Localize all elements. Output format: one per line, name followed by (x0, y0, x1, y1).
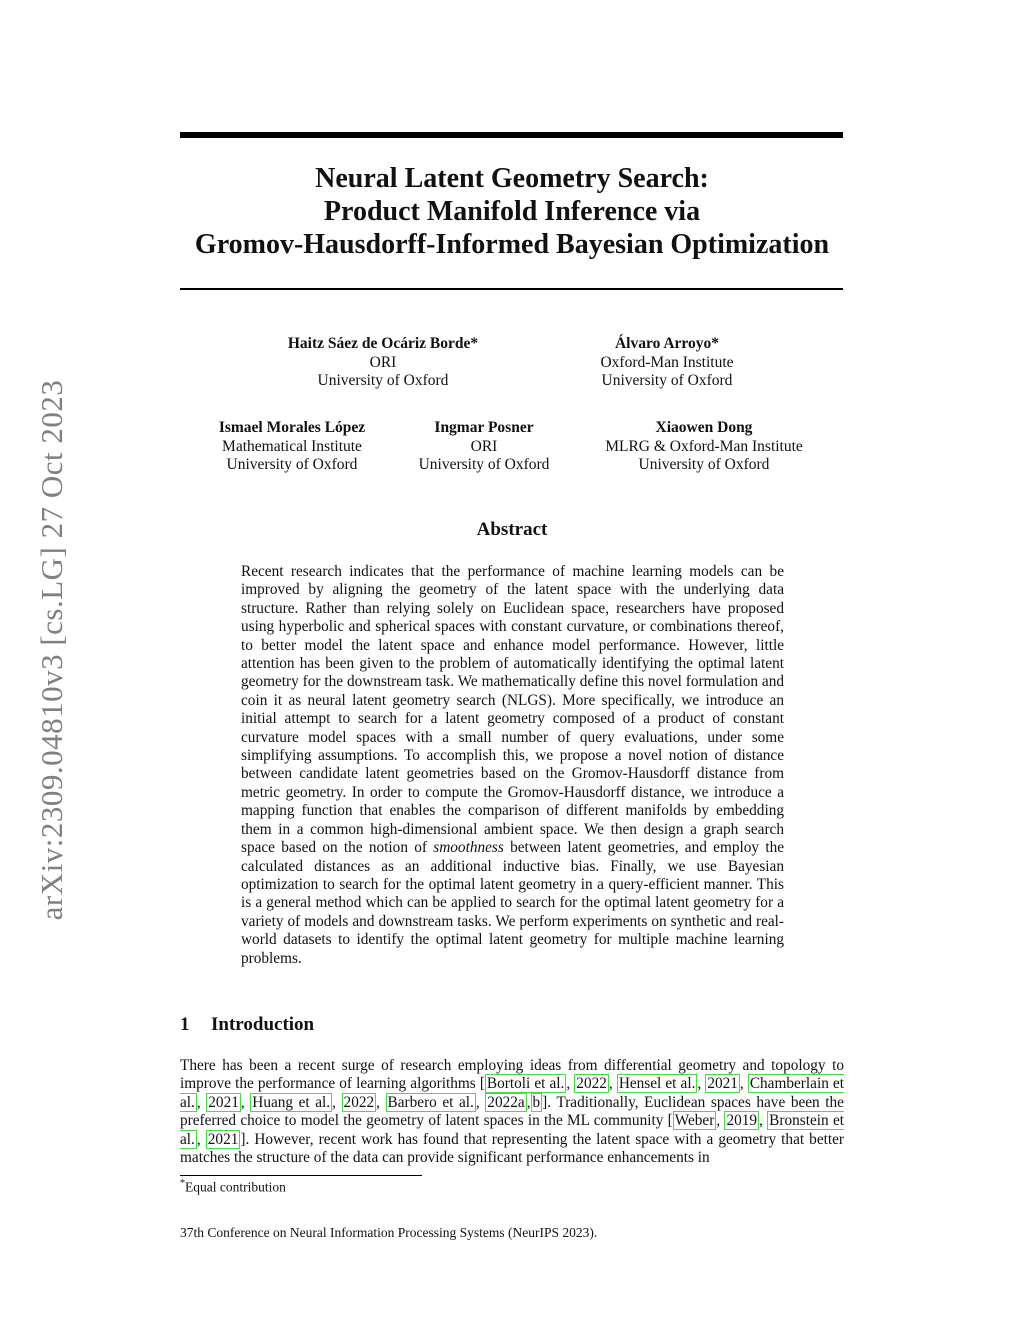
citation-separator: , (240, 1093, 251, 1111)
author-affiliation: University of Oxford (601, 372, 733, 389)
citation-link[interactable]: Bortoli et al. (486, 1075, 565, 1093)
footnote (180, 1178, 286, 1196)
section-heading (180, 1014, 314, 1036)
author-affiliation: ORI (470, 437, 498, 455)
footnote-mark: * (180, 1178, 185, 1189)
title-line-2: Product Manifold Inference via (323, 196, 701, 227)
author-affiliation: ORI (369, 353, 397, 371)
introduction-paragraph (180, 1057, 844, 1167)
citation-separator: , (196, 1130, 206, 1148)
author-name: Ingmar Posner (434, 419, 534, 436)
citation-link[interactable]: Hensel et al. (618, 1075, 696, 1093)
paper-title (150, 162, 874, 261)
citation-separator: , (759, 1112, 768, 1130)
citation-separator: , (566, 1075, 575, 1093)
author-affiliation: University of Oxford (418, 456, 550, 473)
section-title: Introduction (211, 1014, 315, 1035)
citation-separator: , (608, 1075, 617, 1093)
citation-separator: , (376, 1093, 386, 1111)
arxiv-identifier: arXiv:2309.04810v3 [cs.LG] 27 Oct 2023 (34, 379, 69, 921)
citation-link[interactable]: Bronstein et al. (180, 1112, 844, 1148)
author-affiliation: University of Oxford (317, 372, 449, 389)
abstract-emphasis: smoothness (433, 839, 504, 857)
author-block (600, 335, 733, 391)
author-name: Xiaowen Dong (655, 419, 753, 436)
author-affiliation: University of Oxford (638, 456, 770, 473)
author-name: Álvaro Arroyo* (614, 335, 720, 352)
citation-link[interactable]: 2022 (343, 1093, 375, 1111)
citation-link[interactable]: 2022 (576, 1075, 607, 1093)
citation-separator: , (332, 1093, 342, 1111)
citation-separator: , (526, 1093, 531, 1111)
citation-link[interactable]: Chamberlain et al. (180, 1075, 844, 1111)
author-block (288, 335, 478, 391)
abstract-heading: Abstract (476, 519, 548, 540)
body-text: ]. However, recent work has found that representing the latent space with a geometry that better matches the structure of the data can provide significant performance enhancements in (180, 1130, 844, 1167)
author-affiliation: MLRG & Oxford-Man Institute (605, 437, 803, 455)
citation-separator: , (697, 1075, 706, 1093)
author-affiliation: University of Oxford (226, 456, 358, 473)
title-bottom-rule (180, 288, 843, 290)
citation-link[interactable]: b (532, 1093, 541, 1111)
author-name: Haitz Sáez de Ocáriz Borde* (287, 335, 479, 352)
author-block (605, 419, 803, 475)
citation-link[interactable]: 2021 (707, 1075, 738, 1093)
title-line-3: Gromov-Hausdorff-Informed Bayesian Optimization (194, 229, 830, 260)
title-line-1: Neural Latent Geometry Search: (315, 163, 709, 194)
title-top-rule (180, 132, 843, 138)
citation-link[interactable]: Huang et al. (252, 1093, 331, 1111)
author-block (419, 419, 550, 475)
citation-separator: , (196, 1093, 207, 1111)
body-text: ]. Traditionally, Euclidean spaces have been the preferred choice to model the geometry of latent spaces in the ML community [ (180, 1093, 844, 1130)
citation-link[interactable]: 2021 (208, 1093, 239, 1111)
abstract-text: between latent geometries, and employ the calculated distances as an additional inductive bias. Finally, we use Bayesian optimization to search for the optimal latent geometry in a query-efficient manner. This is a general method which can be applied to search for the optimal latent geometry for a variety of models and downstream tasks. We perform experiments on synthetic and real-world datasets to identify the optimal latent geometry for multiple machine learning problems. (241, 839, 785, 967)
abstract-body (241, 563, 784, 968)
citation-link[interactable]: Weber (674, 1112, 715, 1130)
venue-footer: 37th Conference on Neural Information Processing Systems (NeurIPS 2023). (180, 1225, 598, 1240)
citation-link[interactable]: 2021 (207, 1130, 239, 1148)
citation-link[interactable]: 2022a (487, 1093, 525, 1111)
author-name: Ismael Morales López (218, 419, 366, 436)
citation-link[interactable]: Barbero et al. (387, 1093, 474, 1111)
body-text: There has been a recent surge of research employing ideas from differential geometry and topology to improve the performance of learning algorithms [ (180, 1057, 844, 1093)
footnote-text: Equal contribution (185, 1179, 286, 1195)
citation-separator: , (739, 1075, 748, 1093)
citation-link[interactable]: 2019 (726, 1112, 758, 1130)
author-affiliation: Oxford-Man Institute (600, 353, 734, 371)
author-affiliation: Mathematical Institute (222, 437, 362, 455)
section-number: 1 (180, 1014, 190, 1035)
citation-separator: , (716, 1112, 725, 1130)
abstract-text: Recent research indicates that the performance of machine learning models can be improved by aligning the geometry of the latent space with the underlying data structure. Rather than relying solely on Euclidean space, researchers have proposed using hyperbolic and spherical spaces with constant curvature, or combinations thereof, to better model the latent space and enhance model performance. However, little attention has been given to the problem of automatically identifying the optimal latent geometry for the downstream task. We mathematically define this novel formulation and coin it as neural latent geometry search (NLGS). More specifically, we introduce an initial attempt to search for a latent geometry composed of a product of constant curvature model spaces with a small number of query evaluations, under some simplifying assumptions. To accomplish this, we propose a novel notion of distance between candidate latent geometries based on the Gromov-Hausdorff distance from metric geometry. In order to compute the Gromov-Hausdorff distance, we introduce a mapping function that enables the comparison of different manifolds by embedding them in a common high-dimensional ambient space. We then design a graph search space based on the notion of (241, 563, 784, 857)
footnote-rule (180, 1175, 422, 1176)
author-block (219, 419, 365, 475)
citation-separator: , (475, 1093, 486, 1111)
